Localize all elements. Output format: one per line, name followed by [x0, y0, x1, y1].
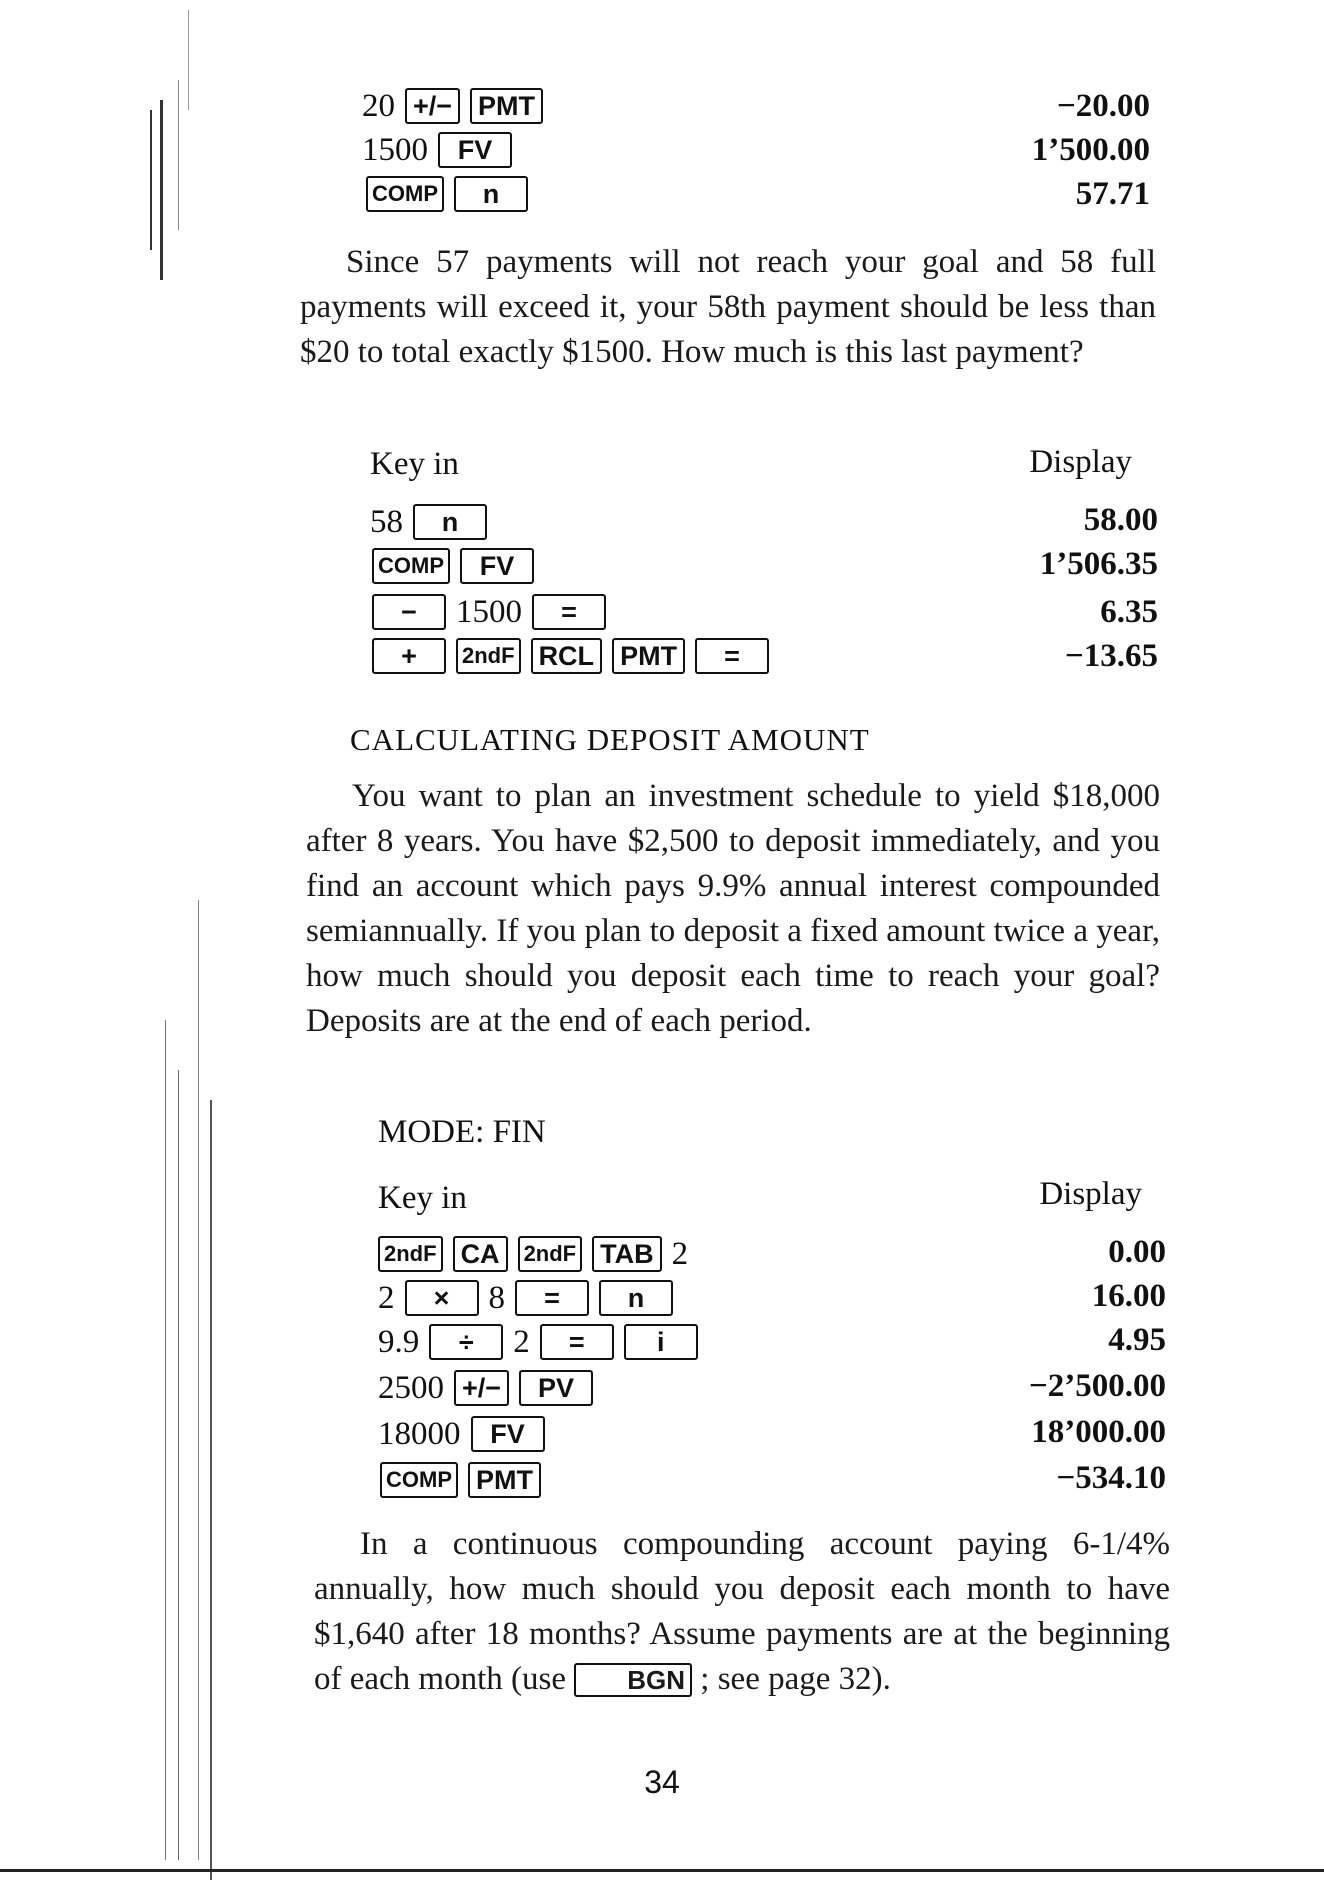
display-value: 0.00 — [1108, 1234, 1166, 1270]
equals-key: = — [515, 1280, 589, 1316]
scan-artifact — [210, 1100, 212, 1880]
key-row — [378, 1366, 603, 1410]
n-key: n — [454, 176, 528, 212]
key-row — [372, 590, 616, 634]
fv-key: FV — [471, 1416, 545, 1452]
scan-artifact — [165, 1020, 166, 1860]
pv-key: PV — [519, 1370, 593, 1406]
key-row — [378, 1276, 683, 1320]
key-row — [362, 128, 522, 172]
scan-artifact — [178, 1070, 179, 1860]
display-value: −534.10 — [1056, 1460, 1166, 1496]
page-number: 34 — [644, 1764, 680, 1800]
mode-label: MODE: FIN — [378, 1114, 546, 1150]
section-title: CALCULATING DEPOSIT AMOUNT — [350, 722, 870, 757]
scan-artifact — [150, 110, 152, 250]
entry-number: 2 — [671, 1236, 689, 1272]
display-value: 1’500.00 — [1031, 132, 1150, 168]
pmt-key: PMT — [612, 638, 685, 674]
key-row — [378, 1412, 555, 1456]
entry-number: 1500 — [362, 132, 428, 168]
paragraph: You want to plan an investment schedule to yield $18,000 after 8 years. You have $2,500 to deposit immediately, and you find an account which pays 9.9% annual interest compounded semiannually. If you plan to deposit a fixed amount twice a year, how much should you deposit each time to reach your goal? Deposits are at the end of each period. — [306, 778, 1160, 1039]
equals-key: = — [695, 638, 769, 674]
n-key: n — [413, 504, 487, 540]
key-in-header: Key in — [378, 1180, 467, 1216]
display-value: 1’506.35 — [1039, 546, 1158, 582]
entry-number: 9.9 — [378, 1324, 420, 1360]
paragraph-text: ; see page 32). — [700, 1661, 891, 1697]
entry-number: 8 — [488, 1280, 505, 1316]
ca-key: CA — [453, 1236, 508, 1272]
minus-key: − — [372, 594, 446, 630]
entry-number: 2 — [513, 1324, 530, 1360]
scan-artifact — [160, 100, 163, 280]
key-in-header: Key in — [370, 446, 459, 482]
entry-number: 18000 — [378, 1416, 461, 1452]
key-row — [362, 84, 553, 128]
entry-number: 1500 — [456, 594, 522, 630]
fv-key: FV — [438, 132, 512, 168]
comp-key: COMP — [372, 548, 450, 584]
scan-artifact — [188, 10, 189, 110]
bgn-key: BGN — [574, 1663, 692, 1697]
second-function-key: 2ndF — [456, 638, 521, 674]
pmt-key: PMT — [468, 1462, 541, 1498]
display-value: −13.65 — [1064, 638, 1158, 674]
display-header: Display — [1039, 1176, 1142, 1212]
paragraph-text: In a continuous compounding account paying 6-1/4% annually, how much should you deposit each month to have $1,640 after 18 months? Assume payments are at the beginning of each month (use — [314, 1526, 1170, 1697]
paragraph: Since 57 payments will not reach your goal and 58 full payments will exceed it, your 58th payment should be less than $20 to total exactly $1500. How much is this last payment? — [300, 244, 1156, 370]
n-key: n — [599, 1280, 673, 1316]
second-function-key: 2ndF — [518, 1236, 583, 1272]
key-row — [370, 500, 497, 544]
display-header: Display — [1029, 444, 1132, 480]
display-value: 16.00 — [1091, 1278, 1166, 1314]
comp-key: COMP — [380, 1462, 458, 1498]
comp-key: COMP — [366, 176, 444, 212]
tab-key: TAB — [592, 1236, 662, 1272]
entry-number: 2 — [378, 1280, 395, 1316]
display-value: 58.00 — [1083, 502, 1158, 538]
fv-key: FV — [460, 548, 534, 584]
key-row — [372, 634, 779, 678]
rcl-key: RCL — [531, 638, 603, 674]
equals-key: = — [540, 1324, 614, 1360]
key-row — [366, 172, 538, 216]
paragraph — [314, 1522, 1170, 1702]
entry-number: 58 — [370, 504, 403, 540]
entry-number: 2500 — [378, 1370, 444, 1406]
display-value: 18’000.00 — [1031, 1414, 1166, 1450]
plus-key: + — [372, 638, 446, 674]
multiply-key: × — [405, 1280, 479, 1316]
display-value: 57.71 — [1075, 176, 1150, 212]
scan-artifact — [198, 900, 199, 1860]
equals-key: = — [532, 594, 606, 630]
scan-artifact — [178, 80, 179, 230]
display-value: 6.35 — [1100, 594, 1158, 630]
key-row — [380, 1458, 551, 1502]
display-value: −20.00 — [1056, 88, 1150, 124]
key-row — [378, 1232, 698, 1276]
divide-key: ÷ — [429, 1324, 503, 1360]
sign-key: +/− — [405, 88, 460, 124]
entry-number: 20 — [362, 88, 395, 124]
sign-key: +/− — [454, 1370, 509, 1406]
i-key: i — [624, 1324, 698, 1360]
key-row — [372, 544, 544, 588]
display-value: −2’500.00 — [1028, 1368, 1166, 1404]
key-row — [378, 1320, 708, 1364]
second-function-key: 2ndF — [378, 1236, 443, 1272]
display-value: 4.95 — [1108, 1322, 1166, 1358]
pmt-key: PMT — [470, 88, 543, 124]
